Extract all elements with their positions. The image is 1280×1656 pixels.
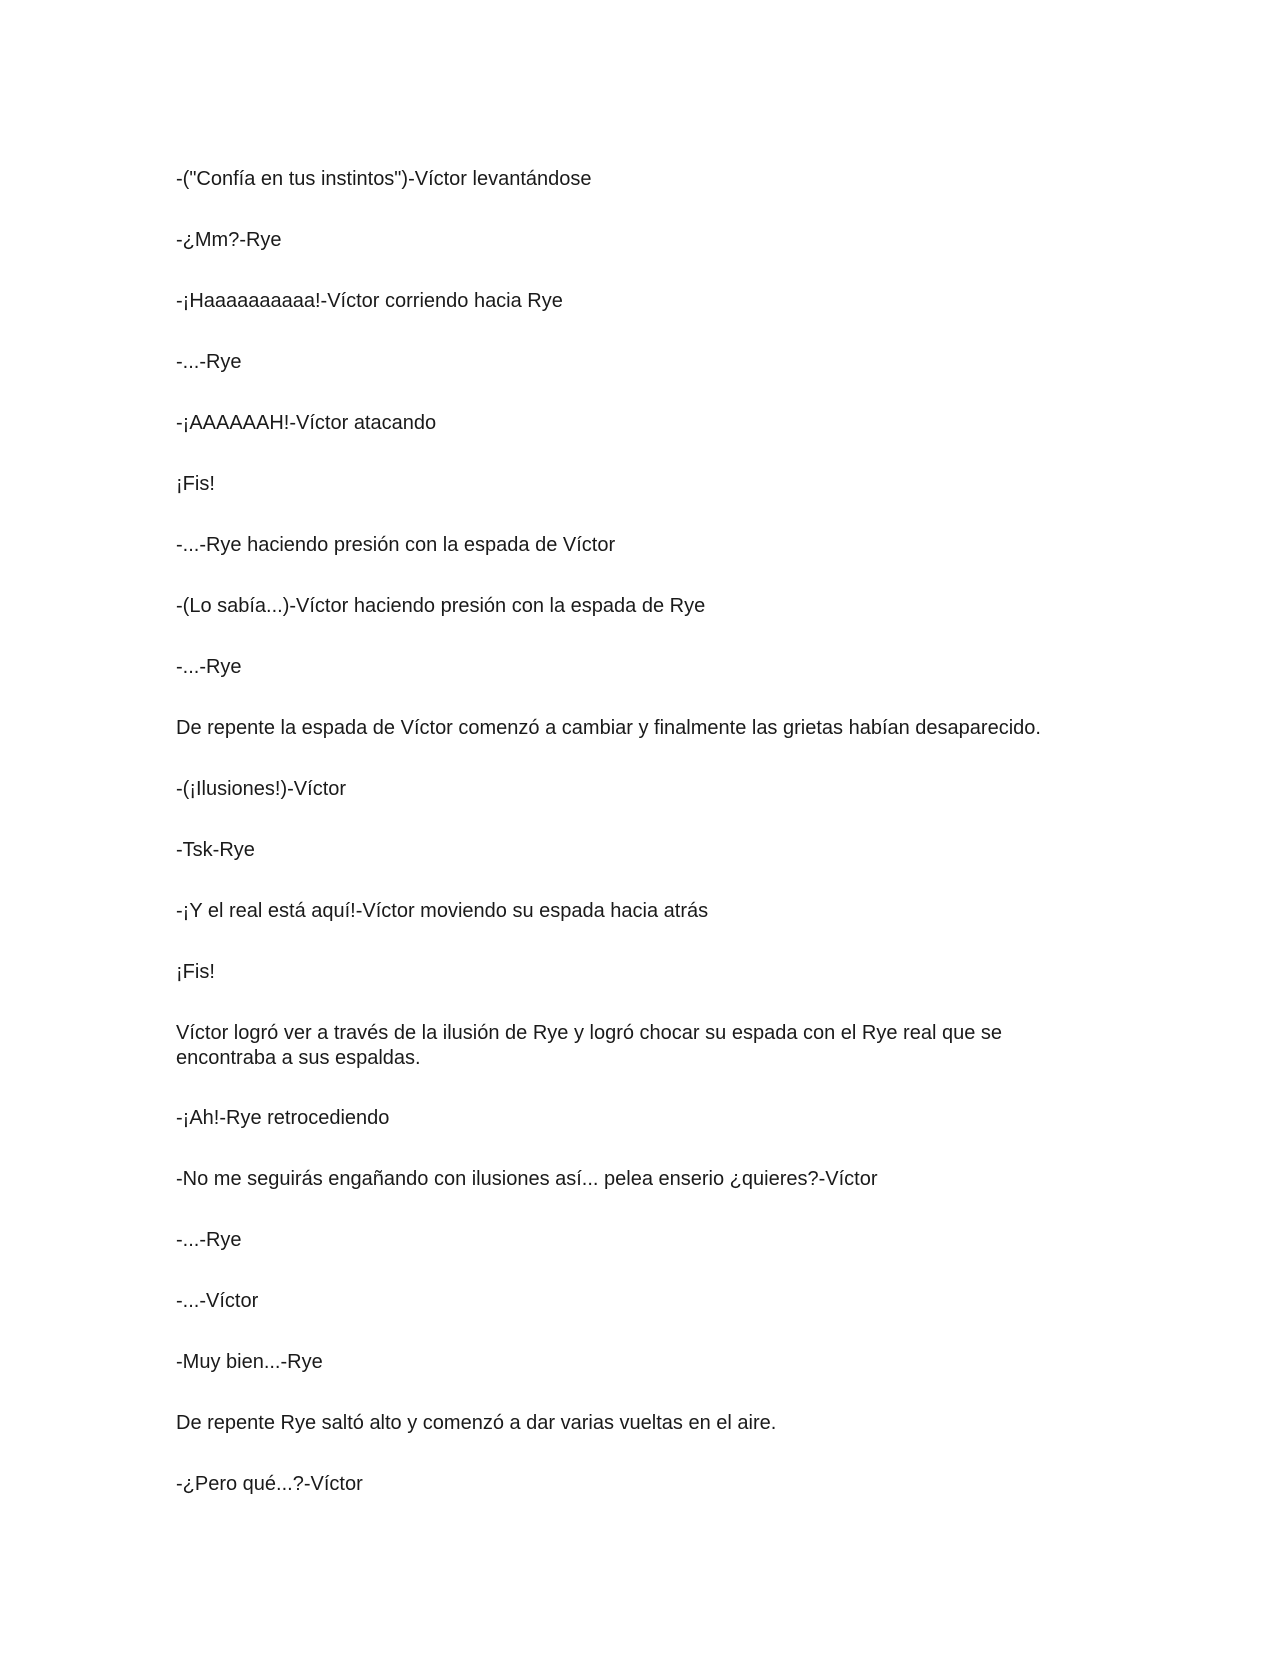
text-line: -¡AAAAAAH!-Víctor atacando [176, 412, 437, 434]
text-line: -("Confía en tus instintos")-Víctor levantándose [176, 168, 592, 190]
text-line: -¡Haaaaaaaaaa!-Víctor corriendo hacia Rye [176, 290, 563, 312]
text-line: -¡Y el real está aquí!-Víctor moviendo su espada hacia atrás [176, 900, 709, 922]
text-line: -...-Rye [176, 1229, 242, 1251]
text-line: -...-Rye [176, 656, 242, 678]
text-line: -Muy bien...-Rye [176, 1351, 323, 1373]
text-line: ¡Fis! [176, 961, 215, 983]
text-line: -¡Ah!-Rye retrocediendo [176, 1107, 390, 1129]
text-line: -No me seguirás engañando con ilusiones así... pelea enserio ¿quieres?-Víctor [176, 1168, 878, 1190]
text-line: -...-Rye haciendo presión con la espada de Víctor [176, 534, 616, 556]
text-line: ¡Fis! [176, 473, 215, 495]
text-line: Víctor logró ver a través de la ilusión de Rye y logró chocar su espada con el Rye real que se encontraba a sus espaldas. [176, 1022, 1002, 1069]
text-line: -(¡Ilusiones!)-Víctor [176, 778, 347, 800]
text-line: -¿Mm?-Rye [176, 229, 282, 251]
text-line: De repente Rye saltó alto y comenzó a dar varias vueltas en el aire. [176, 1412, 777, 1434]
text-line: -(Lo sabía...)-Víctor haciendo presión con la espada de Rye [176, 595, 706, 617]
text-line: -...-Víctor [176, 1290, 259, 1312]
text-line: -¿Pero qué...?-Víctor [176, 1473, 363, 1495]
text-line: De repente la espada de Víctor comenzó a cambiar y finalmente las grietas habían desaparecido. [176, 717, 1041, 739]
text-line: -Tsk-Rye [176, 839, 255, 861]
text-line: -...-Rye [176, 351, 242, 373]
